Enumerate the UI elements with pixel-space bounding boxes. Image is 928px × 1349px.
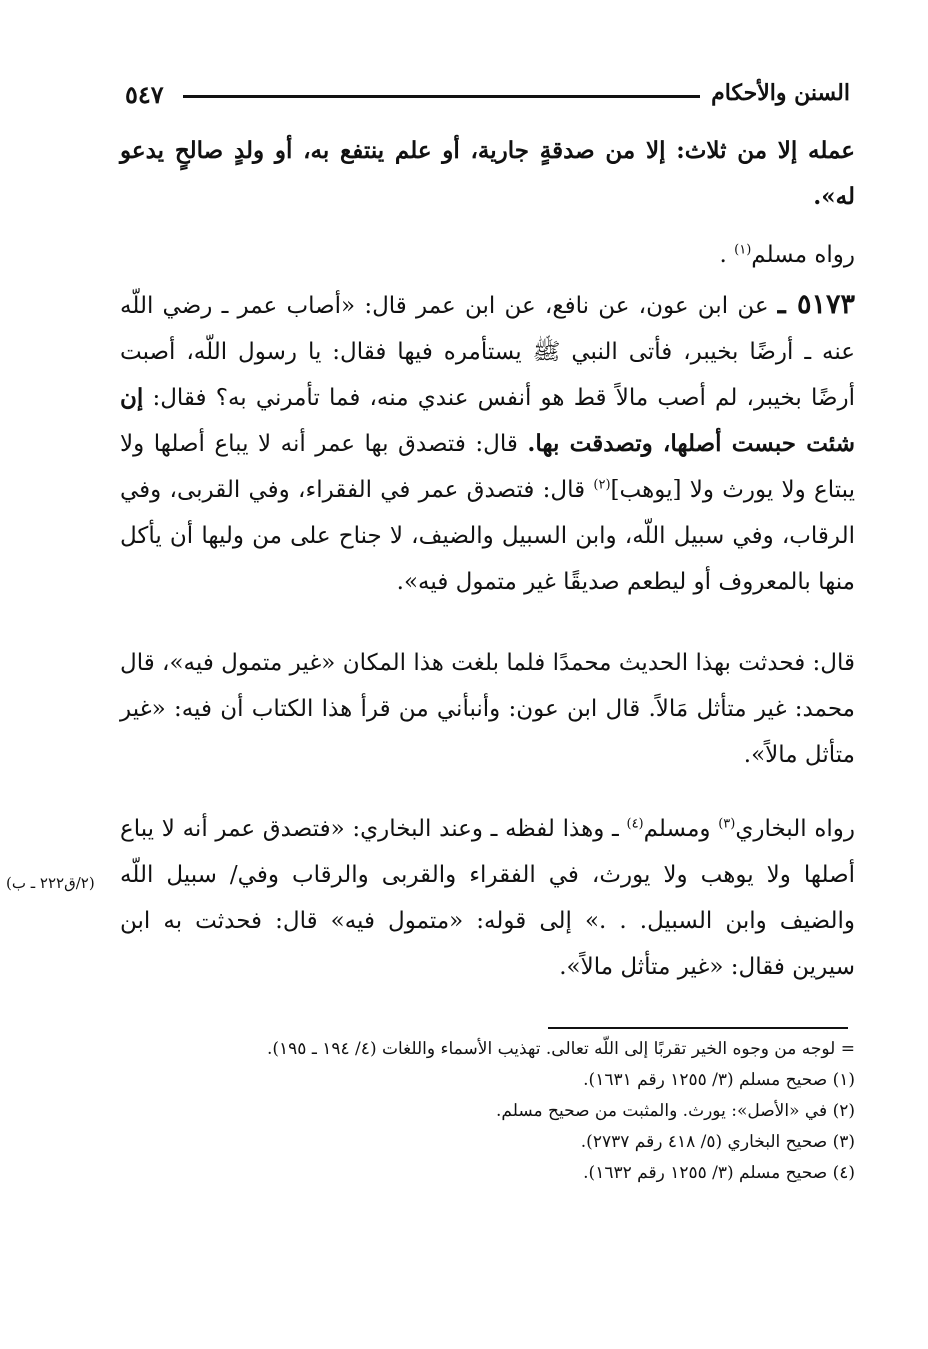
- period: .: [719, 242, 735, 268]
- paragraph-4: قال: فحدثت بهذا الحديث محمدًا فلما بلغت هذا المكان «غير متمول فيه»، قال محمد: غير متأثل مَالاً. قال ابن عون: وأنبأني من قرأ هذا الكتاب أن فيه: «غير متأثل مالاً».: [120, 650, 855, 768]
- footnote-continuation: = لوجه من وجوه الخير تقربًا إلى اللّه تعالى. تهذيب الأسماء واللغات (٤/ ١٩٤ ـ ١٩٥).: [267, 1039, 855, 1059]
- footnote-ref-4: (٤): [626, 816, 644, 832]
- page-header: [125, 80, 850, 116]
- footnote-ref-3: (٣): [718, 816, 736, 832]
- paragraph-2: [120, 232, 855, 278]
- paragraph-1: عمله إلا من ثلاث: إلا من صدقةٍ جارية، أو علم ينتفع به، أو ولدٍ صالحٍ يدعو له».: [120, 137, 855, 210]
- p5-text-2: ومسلم: [643, 816, 719, 842]
- footnote-4: (٤) صحيح مسلم (٣/ ١٢٥٥ رقم ١٦٣٢).: [583, 1163, 855, 1183]
- footnotes: [120, 1034, 855, 1189]
- footnote-1: (١) صحيح مسلم (٣/ ١٢٥٥ رقم ١٦٣١).: [583, 1070, 855, 1090]
- hadith-text-c: قال: فتصدق عمر في الفقراء، وفي القربى، وفي الرقاب، وفي سبيل اللّه، وابن السبيل والضيف، لا جناح على من وليها أن يأكل منها بالمعروف أو ليطعم صديقًا غير متمول فيه».: [120, 477, 855, 595]
- hadith-bold-text: إن شئت حبست أصلها، وتصدقت بها.: [120, 384, 855, 457]
- footnote-separator: [548, 1027, 848, 1029]
- hadith-text-a: عن ابن عون، عن نافع، عن ابن عمر قال: «أصاب عمر ـ رضي اللّه عنه ـ أرضًا بخيبر، فأتى النبي ﷺ يستأمره فيها فقال: يا رسول اللّه، أصبت أرضًا بخيبر، لم أصب مالاً قط هو أنفس عندي منه، فما تأمرني به؟ فقال:: [120, 293, 855, 411]
- manuscript-margin-note: (٢/ق٢٢٢ ـ ب): [6, 874, 95, 892]
- p5-text-1: رواه البخاري: [735, 816, 855, 842]
- footnote-3: (٣) صحيح البخاري (٥/ ٤١٨ رقم ٢٧٣٧).: [580, 1132, 855, 1152]
- footnote-2: (٢) في «الأصل»: يورث. والمثبت من صحيح مسلم.: [496, 1101, 855, 1121]
- footnote-ref-1: (١): [734, 242, 752, 258]
- hadith-number: ٥١٧٣ ـ: [777, 289, 855, 320]
- hadith-5173: [120, 282, 855, 605]
- source-text: رواه مسلم: [751, 242, 855, 268]
- footnote-ref-2: (٢): [593, 477, 611, 493]
- paragraph-5: [120, 806, 855, 990]
- page-number: ٥٤٧: [125, 80, 164, 109]
- hadith-text-b: قال: فتصدق بها عمر أنه لا يباع أصلها ولا يبتاع ولا يورث ولا [يوهب]: [120, 431, 855, 503]
- running-title: السنن والأحكام: [711, 80, 850, 106]
- p5-text-3: ـ وهذا لفظه ـ وعند البخاري: «فتصدق عمر أنه لا يباع أصلها ولا يوهب ولا يورث، في الفقراء والقربى والرقاب وفي/ سبيل اللّه والضيف وابن السبيل. . .» إلى قوله: «متمول فيه» قال: فحدثت به ابن سيرين فقال: «غير متأثل مالاً».: [120, 816, 856, 980]
- header-rule: [183, 95, 700, 98]
